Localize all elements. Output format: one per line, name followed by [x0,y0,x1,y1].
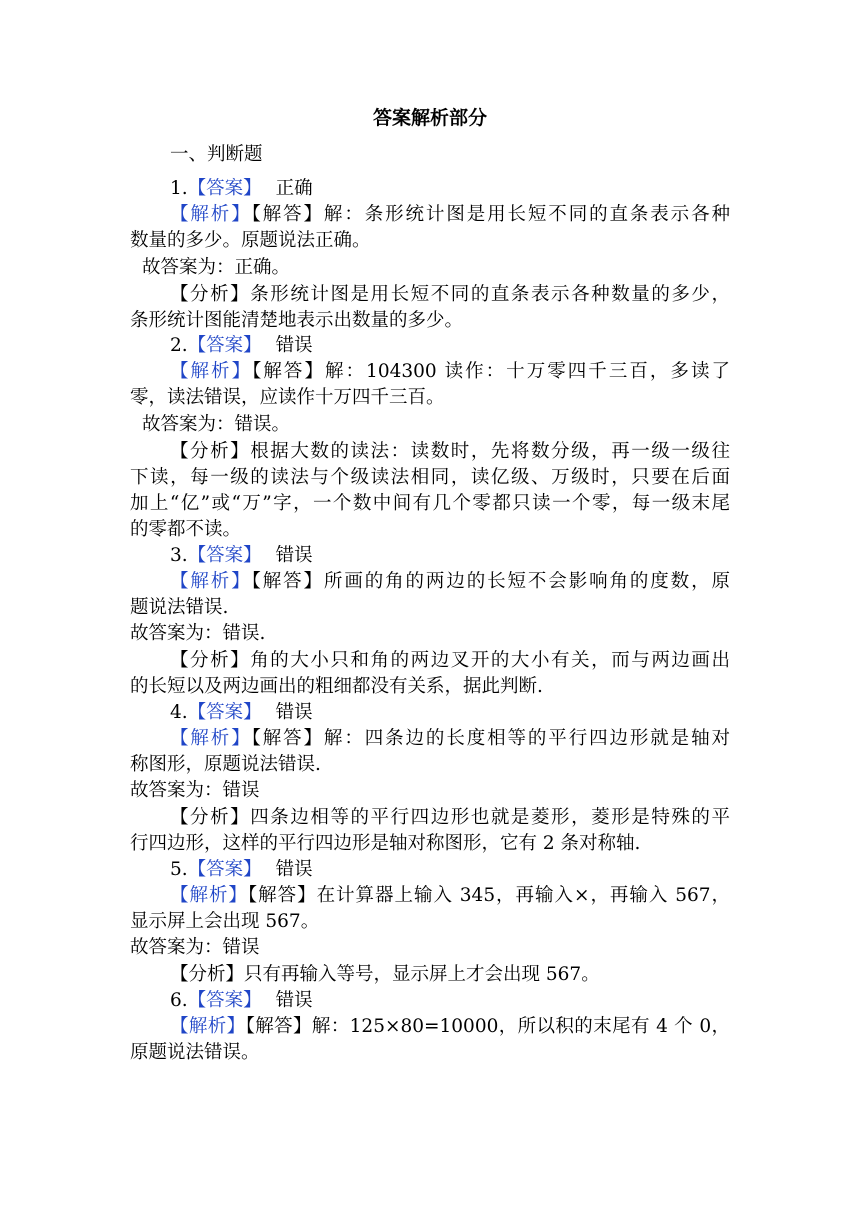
q1-jiexi-tag[interactable]: 【解析】 [170,204,252,225]
q3-answer-line [170,543,860,569]
q3-answer: 错误 [275,545,313,566]
q1-answer-tag[interactable]: 【答案】 [187,178,262,199]
q4-answer: 错误 [275,702,313,723]
q4-jieda-line1 [170,726,730,752]
q4-answer-line [170,700,860,726]
q2-number: 2. [170,335,188,356]
q1-final: 故答案为：正确。 [142,257,291,278]
q4-jiexi-tag[interactable]: 【解析】 [170,728,252,749]
q3-final: 故答案为：错误. [130,623,266,644]
q4-final: 故答案为：错误 [130,780,260,801]
q5-fenxi-line1: 【分析】只有再输入等号，显示屏上才会出现 567。 [170,964,600,985]
q3-jieda-text1: 【解答】所画的角的两边的长短不会影响角的度数，原 [251,571,730,592]
q1-jieda-line2: 数量的多少。原题说法正确。 [130,230,371,251]
q5-answer: 错误 [275,859,313,880]
q1-fenxi-line1: 【分析】条形统计图是用长短不同的直条表示各种数量的多少， [170,284,730,305]
q4-answer-tag[interactable]: 【答案】 [187,702,262,723]
q2-fenxi-line1: 【分析】根据大数的读法：读数时，先将数分级，再一级一级往 [170,441,730,462]
q2-jieda-line2: 零，读法错误，应读作十万四千三百。 [130,387,445,408]
q6-jieda-line2: 原题说法错误。 [130,1042,260,1063]
q1-answer-line [170,176,860,202]
q2-fenxi-line4: 的零都不读。 [130,519,242,540]
q6-jieda-line1 [170,1014,730,1040]
q4-fenxi-line2: 行四边形，这样的平行四边形是轴对称图形，它有 2 条对称轴. [130,833,641,854]
q5-jiexi-tag[interactable]: 【解析】 [170,885,248,906]
q6-jiexi-tag[interactable]: 【解析】 [170,1016,246,1037]
page-title: 答案解析部分 [372,107,487,129]
q5-answer-line [170,857,860,883]
q2-fenxi-line2: 下读，每一级的读法与个级读法相同，读亿级、万级时，只要在后面 [130,467,730,488]
q2-answer-line [170,333,860,359]
q3-fenxi-line1: 【分析】角的大小只和角的两边叉开的大小有关，而与两边画出 [170,650,730,671]
q3-jiexi-tag[interactable]: 【解析】 [170,571,252,592]
q6-answer-line [170,988,860,1014]
q3-jieda-line1 [170,569,730,595]
q1-fenxi-line2: 条形统计图能清楚地表示出数量的多少。 [130,310,464,331]
q4-fenxi-line1: 【分析】四条边相等的平行四边形也就是菱形，菱形是特殊的平 [170,807,730,828]
q5-final: 故答案为：错误 [130,937,260,958]
q3-number: 3. [170,545,188,566]
q3-fenxi-line2: 的长短以及两边画出的粗细都没有关系，据此判断. [130,676,543,697]
q2-jieda-line1 [170,359,730,385]
q6-answer-tag[interactable]: 【答案】 [187,990,262,1011]
q2-jieda-text1: 【解答】解：104300 读作：十万零四千三百，多读了 [252,361,730,382]
q5-jieda-line1 [170,883,730,909]
q1-jieda-line1 [170,202,730,228]
q6-answer: 错误 [275,990,313,1011]
q6-jieda-text1: 【解答】解：125×80=10000，所以积的末尾有 4 个 0， [245,1016,730,1037]
q5-answer-tag[interactable]: 【答案】 [187,859,262,880]
q6-number: 6. [170,990,188,1011]
q2-jiexi-tag[interactable]: 【解析】 [170,361,253,382]
q5-number: 5. [170,859,188,880]
q3-answer-tag[interactable]: 【答案】 [187,545,262,566]
q5-jieda-text1: 【解答】在计算器上输入 345，再输入×，再输入 567， [247,885,730,906]
q5-jieda-line2: 显示屏上会出现 567。 [130,911,320,932]
q1-answer: 正确 [275,178,313,199]
q4-jieda-text1: 【解答】解：四条边的长度相等的平行四边形就是轴对 [251,728,730,749]
q2-answer-tag[interactable]: 【答案】 [187,335,262,356]
section-heading: 一、判断题 [170,144,263,165]
q4-number: 4. [170,702,188,723]
q3-jieda-line2: 题说法错误. [130,597,229,618]
q2-answer: 错误 [275,335,313,356]
q4-jieda-line2: 称图形，原题说法错误. [130,754,321,775]
q1-jieda-text1: 【解答】解：条形统计图是用长短不同的直条表示各种 [251,204,730,225]
q2-final: 故答案为：错误。 [142,414,291,435]
q1-number: 1. [170,178,188,199]
q2-fenxi-line3: 加上“亿”或“万”字，一个数中间有几个零都只读一个零，每一级末尾 [130,493,730,514]
